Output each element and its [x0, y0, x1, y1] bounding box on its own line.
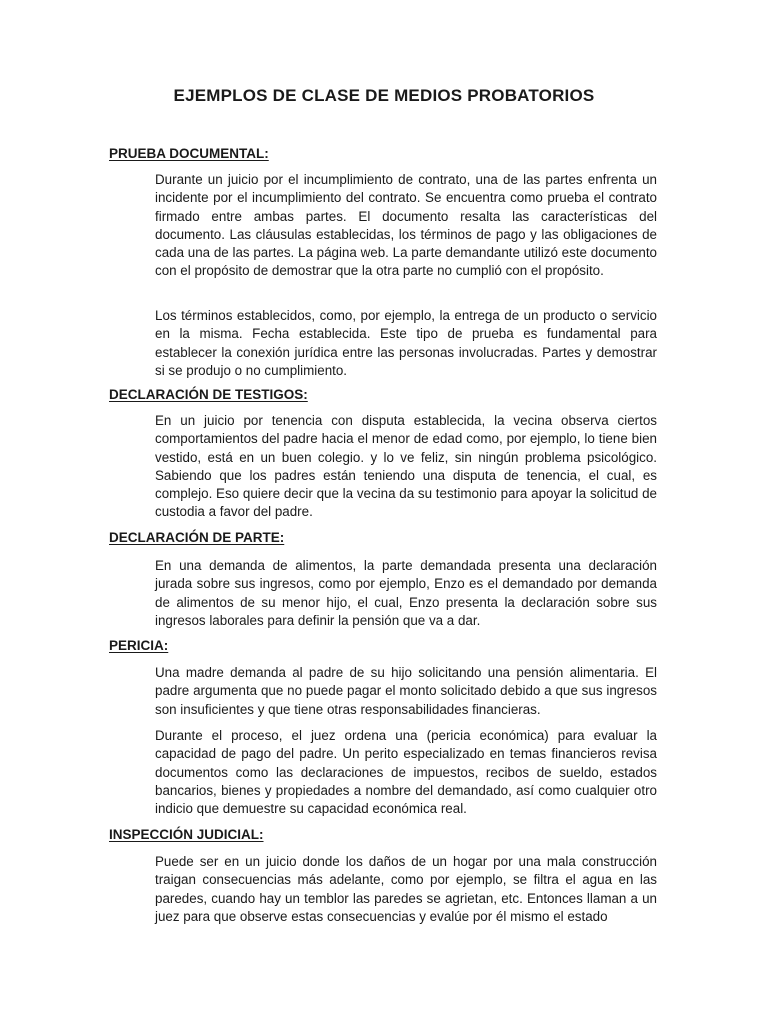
paragraph-declaracion-parte-1: En una demanda de alimentos, la parte demandada presenta una declaración jurada sobre sus ingresos, como por ejemplo, Enzo es el demandado por demanda de alimentos de su menor hijo, el cual, Enzo presenta la declaración sobre sus ingresos laborales para definir la pensión que va a dar.: [155, 558, 657, 628]
document-title: EJEMPLOS DE CLASE DE MEDIOS PROBATORIOS: [173, 86, 595, 105]
paragraph-inspeccion-judicial-1: Puede ser en un juicio donde los daños de un hogar por una mala construcción traigan consecuencias más adelante, como por ejemplo, se filtra el agua en las paredes, cuando hay un temblor las paredes se agrietan, etc. Entonces llaman a un juez para que observe estas consecuencias y evalúe por él mismo el estado: [155, 854, 657, 924]
section-heading-declaracion-parte: DECLARACIÓN DE PARTE:: [109, 530, 285, 545]
paragraph-pericia-2: Durante el proceso, el juez ordena una (pericia económica) para evaluar la capacidad de pago del padre. Un perito especializado en temas financieros revisa documentos como las declaraciones de impuestos, recibos de sueldo, estados bancarios, bienes y propiedades a nombre del demandado, así como cualquier otro indicio que demuestre su capacidad económica real.: [155, 728, 657, 817]
paragraph-prueba-documental-1: Durante un juicio por el incumplimiento de contrato, una de las partes enfrenta un incidente por el incumplimiento del contrato. Se encuentra como prueba el contrato firmado entre ambas partes. El documento resalta las características del documento. Las cláusulas establecidas, los términos de pago y las obligaciones de cada una de las partes. La página web. La parte demandante utilizó este documento con el propósito de demostrar que la otra parte no cumplió con el propósito.: [155, 172, 657, 279]
paragraph-prueba-documental-2: Los términos establecidos, como, por ejemplo, la entrega de un producto o servicio en la misma. Fecha establecida. Este tipo de prueba es fundamental para establecer la conexión jurídica entre las personas involucradas. Partes y demostrar si se produjo o no cumplimiento.: [155, 308, 657, 378]
section-heading-pericia: PERICIA:: [109, 638, 169, 653]
paragraph-declaracion-testigos-1: En un juicio por tenencia con disputa establecida, la vecina observa ciertos comportamientos del padre hacia el menor de edad como, por ejemplo, lo tiene bien vestido, está en un buen colegio. y lo ve feliz, sin ningún problema psicológico. Sabiendo que los padres están teniendo una disputa de tenencia, el cual, es complejo. Eso quiere decir que la vecina da su testimonio para apoyar la solicitud de custodia a favor del padre.: [155, 413, 657, 520]
section-heading-prueba-documental: PRUEBA DOCUMENTAL:: [109, 146, 269, 161]
paragraph-pericia-1: Una madre demanda al padre de su hijo solicitando una pensión alimentaria. El padre argumenta que no puede pagar el monto solicitado debido a que sus ingresos son insuficientes y que tiene otras responsabilidades financieras.: [155, 665, 657, 717]
section-heading-inspeccion-judicial: INSPECCIÓN JUDICIAL:: [109, 827, 264, 842]
section-heading-declaracion-testigos: DECLARACIÓN DE TESTIGOS:: [109, 387, 308, 402]
